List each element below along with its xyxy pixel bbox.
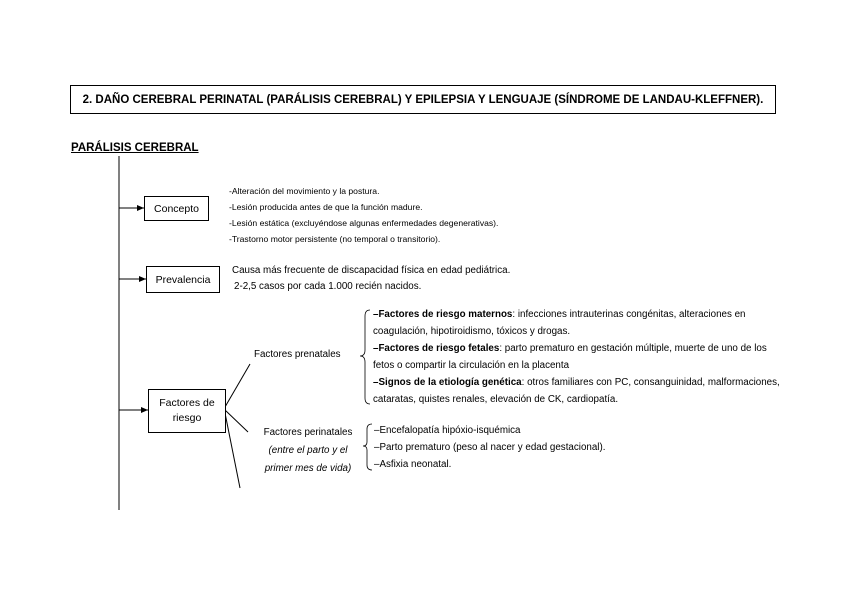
prevalencia-list: [232, 263, 510, 295]
prevalencia-label: Prevalencia: [155, 273, 211, 286]
brace-prenatales: [360, 310, 370, 404]
document-title: 2. DAÑO CEREBRAL PERINATAL (PARÁLISIS CEREBRAL) Y EPILEPSIA Y LENGUAJE (SÍNDROME DE LANDAU-KLEFFNER).: [82, 93, 764, 106]
prenatal-item-text: coagulación, hipotiroidismo, tóxicos y drogas.: [373, 326, 571, 337]
prenatal-item-title: –Factores de riesgo maternos: [373, 309, 513, 320]
document-title-box: [70, 85, 776, 114]
factores-box: [148, 389, 226, 433]
prenatal-item: [373, 340, 828, 374]
prenatal-item-text: : infecciones intrauterinas congénitas, alteraciones en: [512, 309, 746, 320]
factores-label-line1: Factores de: [159, 397, 215, 409]
branch-prenatales: [225, 364, 250, 407]
concepto-box: [144, 196, 209, 221]
prenatales-list: [373, 306, 828, 408]
prenatal-item-title: –Factores de riesgo fetales: [373, 343, 500, 354]
prevalencia-line: 2-2,5 casos por cada 1.000 recién nacidos.: [234, 281, 422, 292]
prenatal-item-text: fetos o compartir la circulación en la placenta: [373, 360, 570, 371]
perinatal-item: –Asfixia neonatal.: [374, 459, 452, 470]
prenatal-item-text: cataratas, quistes renales, elevación de CK, cardiopatía.: [373, 394, 619, 405]
section-heading: PARÁLISIS CEREBRAL: [71, 142, 199, 154]
prenatal-item-title: –Signos de la etiología genética: [373, 377, 522, 388]
perinatales-label-block: [253, 424, 363, 478]
brace-perinatales: [363, 424, 372, 470]
perinatales-list: [374, 422, 605, 473]
prenatal-item-text: : parto prematuro en gestación múltiple, muerte de uno de los: [499, 343, 767, 354]
prenatales-label: Factores prenatales: [254, 349, 341, 360]
prevalencia-line: Causa más frecuente de discapacidad física en edad pediátrica.: [232, 265, 511, 276]
factores-label-line2: riesgo: [172, 412, 202, 424]
concepto-list: [229, 183, 498, 247]
prevalencia-box: [146, 266, 220, 293]
branch-extra: [225, 413, 240, 488]
perinatales-label: Factores perinatales: [263, 427, 353, 438]
perinatales-sub1: (entre el parto y el: [268, 445, 348, 456]
perinatal-item: –Parto prematuro (peso al nacer y edad gestacional).: [374, 442, 606, 453]
concepto-line: -Alteración del movimiento y la postura.: [229, 186, 380, 196]
concepto-line: -Lesión estática (excluyéndose algunas enfermedades degenerativas).: [229, 218, 499, 228]
prenatal-item: [373, 374, 828, 408]
concepto-label: Concepto: [154, 202, 199, 215]
perinatales-sub2: primer mes de vida): [264, 463, 352, 474]
prenatal-item-text: : otros familiares con PC, consanguinidad, malformaciones,: [521, 377, 780, 388]
concepto-line: -Trastorno motor persistente (no temporal o transitorio).: [229, 234, 441, 244]
perinatal-item: –Encefalopatía hipóxio-isquémica: [374, 425, 521, 436]
prenatal-item: [373, 306, 828, 340]
concepto-line: -Lesión producida antes de que la función madure.: [229, 202, 423, 212]
